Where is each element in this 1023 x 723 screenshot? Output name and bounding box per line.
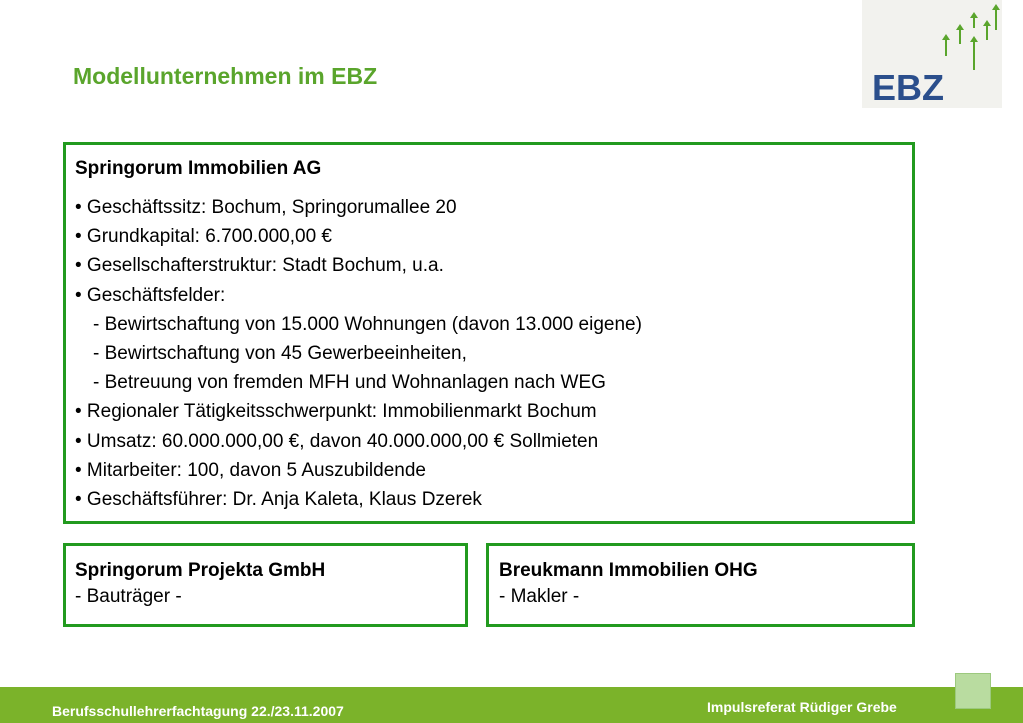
detail-line: • Geschäftsfelder:: [75, 284, 226, 306]
detail-line: • Regionaler Tätigkeitsschwerpunkt: Immobilienmarkt Bochum: [75, 401, 597, 423]
main-company-box: [63, 142, 915, 524]
ebz-logo: [862, 0, 1002, 108]
subsidiary-role: - Makler -: [499, 586, 580, 607]
subsidiary-box-projekta: [63, 543, 468, 627]
logo-text: EBZ: [872, 67, 944, 108]
footer-event: Berufsschullehrerfachtagung 22./23.11.2007: [52, 703, 344, 719]
subsidiary-box-breukmann: [486, 543, 915, 627]
page-title: Modellunternehmen im EBZ: [73, 63, 378, 89]
footer-square-decoration: [955, 673, 991, 709]
ebz-logo-icon: [862, 0, 1002, 108]
footer-speaker: Impulsreferat Rüdiger Grebe: [707, 699, 897, 715]
company-details-list: [75, 193, 912, 514]
footer-bar: [0, 687, 1023, 723]
detail-subline: - Betreuung von fremden MFH und Wohnanlagen nach WEG: [93, 372, 606, 394]
detail-line: • Mitarbeiter: 100, davon 5 Auszubildende: [75, 459, 426, 481]
detail-line: • Umsatz: 60.000.000,00 €, davon 40.000.000,00 € Sollmieten: [75, 430, 599, 452]
main-company-heading: Springorum Immobilien AG: [75, 158, 322, 179]
detail-subline: - Bewirtschaftung von 15.000 Wohnungen (davon 13.000 eigene): [93, 313, 642, 335]
detail-subline: - Bewirtschaftung von 45 Gewerbeeinheiten,: [93, 343, 467, 365]
detail-line: • Geschäftssitz: Bochum, Springorumallee 20: [75, 197, 457, 218]
subsidiary-heading: Springorum Projekta GmbH: [75, 560, 326, 581]
subsidiary-role: - Bauträger -: [75, 586, 182, 607]
subsidiary-heading: Breukmann Immobilien OHG: [499, 560, 758, 581]
detail-line: • Gesellschafterstruktur: Stadt Bochum, u.a.: [75, 255, 444, 277]
detail-line: • Grundkapital: 6.700.000,00 €: [75, 226, 333, 248]
detail-line: • Geschäftsführer: Dr. Anja Kaleta, Klaus Dzerek: [75, 489, 482, 511]
